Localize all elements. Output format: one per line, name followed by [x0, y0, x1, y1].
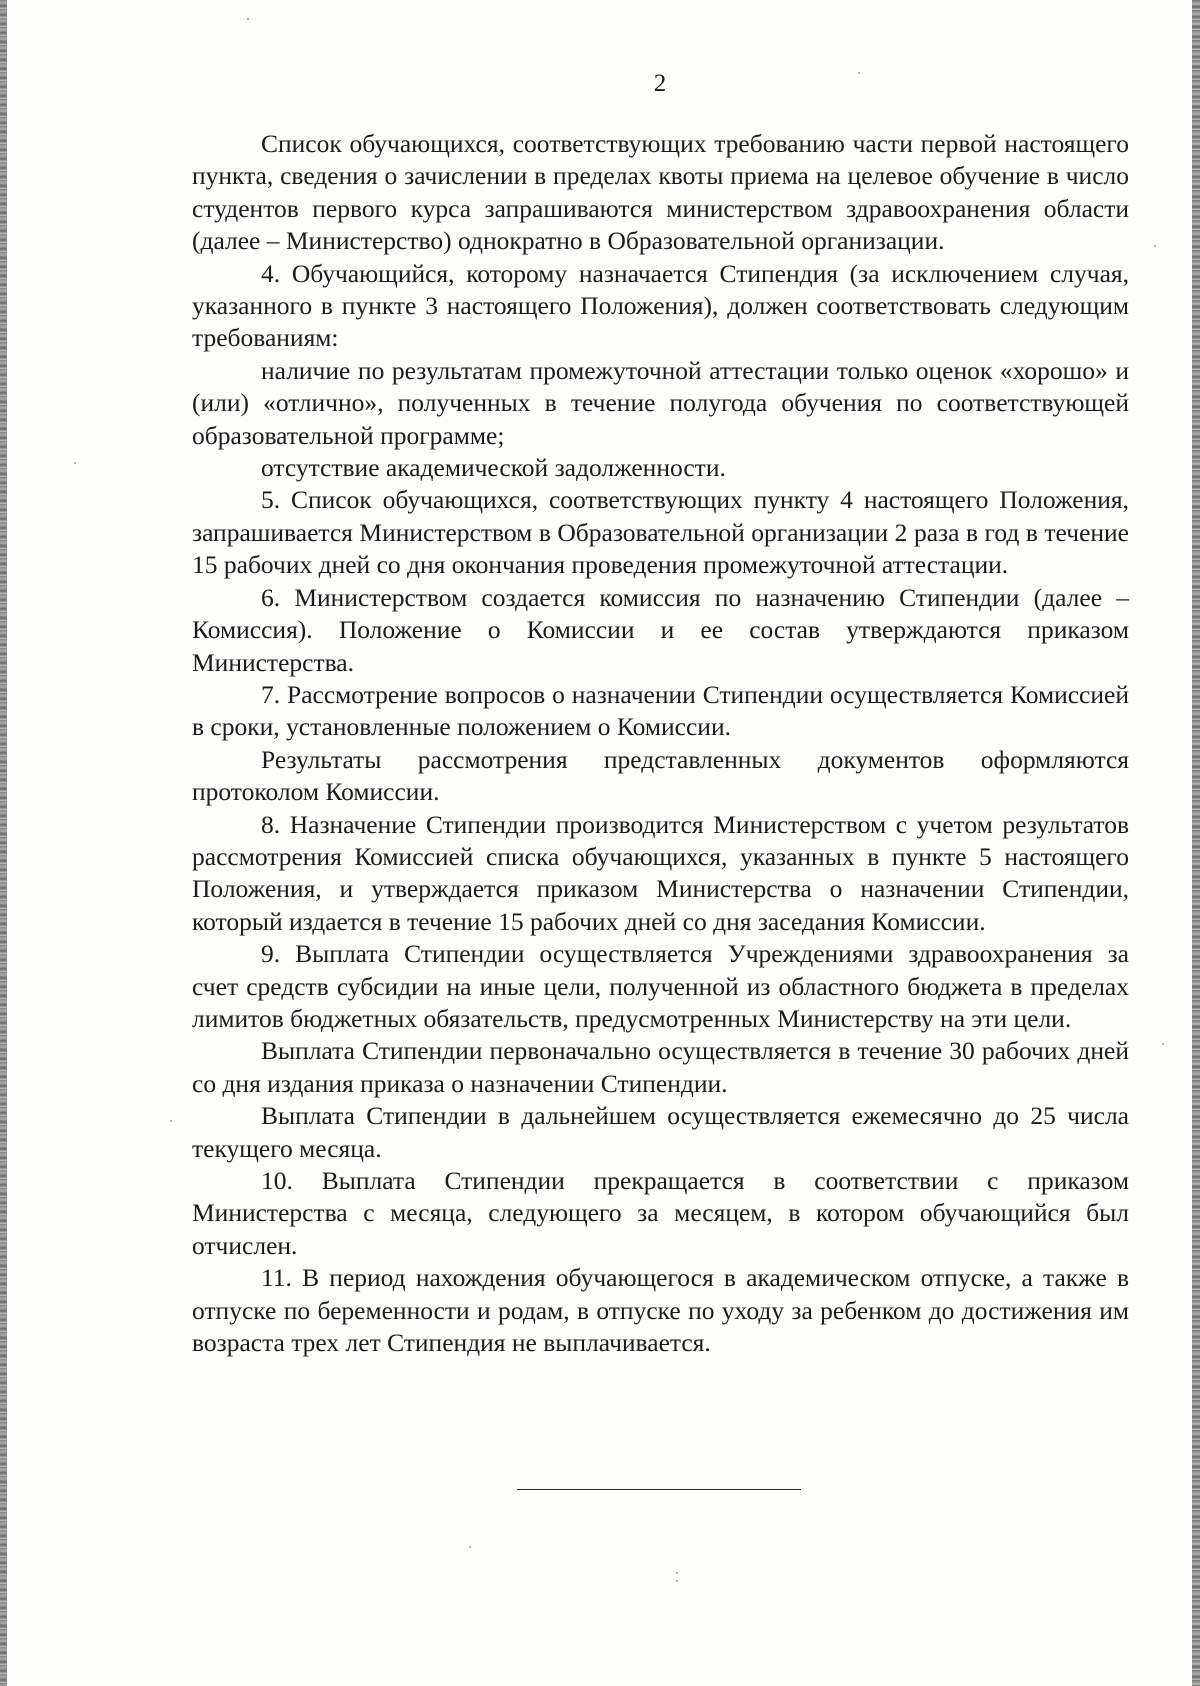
scan-speck [1162, 1043, 1164, 1045]
scan-speck [170, 1120, 172, 1122]
scan-speck [1154, 245, 1156, 247]
scan-speck [469, 1546, 471, 1548]
paragraph-item-7: 7. Рассмотрение вопросов о назначении Стипендии осуществляется Комиссией в сроки, установленные положением о Комиссии. [192, 679, 1129, 742]
paragraph-student-list: Список обучающихся, соответствующих требованию части первой настоящего пункта, сведения о зачислении в пределах квоты приема на целевое обучение в число студентов первого курса запрашиваются министерством здравоохранения области (далее – Министерство) однократно в Образовательной организации. [192, 129, 1129, 256]
scan-speck [74, 462, 76, 464]
paragraph-item-6: 6. Министерством создается комиссия по назначению Стипендии (далее – Комиссия). Положение о Комиссии и ее состав утверждаются приказом Министерства. [192, 582, 1129, 677]
scan-speck [247, 18, 249, 20]
paragraph-item-5: 5. Список обучающихся, соответствующих пункту 4 настоящего Положения, запрашивается Министерством в Образовательной организации 2 раза в год в течение 15 рабочих дней со дня окончания проведения промежуточной аттестации. [192, 485, 1129, 580]
paragraph-item-9-monthly-payment: Выплата Стипендии в дальнейшем осуществляется ежемесячно до 25 числа текущего месяца. [192, 1101, 1129, 1163]
scan-speck [676, 1572, 678, 1574]
end-of-document-rule [517, 1489, 801, 1490]
scan-speck [676, 1580, 678, 1582]
document-body [192, 128, 1129, 1359]
paragraph-requirement-grades: наличие по результатам промежуточной аттестации только оценок «хорошо» и (или) «отлично», полученных в течение полугода обучения по соответствующей образовательной программе; [192, 355, 1129, 450]
scan-edge-left [0, 0, 7, 1686]
paragraph-requirement-no-debt: отсутствие академической задолженности. [261, 453, 726, 483]
paragraph-item-9-initial-payment: Выплата Стипендии первоначально осуществляется в течение 30 рабочих дней со дня издания приказа о назначении Стипендии. [192, 1036, 1129, 1098]
paragraph-item-4: 4. Обучающийся, которому назначается Стипендия (за исключением случая, указанного в пункте 3 настоящего Положения), должен соответствовать следующим требованиям: [192, 258, 1129, 353]
paragraph-item-9: 9. Выплата Стипендии осуществляется Учреждениями здравоохранения за счет средств субсидии на иные цели, полученной из областного бюджета в пределах лимитов бюджетных обязательств, предусмотренных Министерству на эти цели. [192, 939, 1129, 1033]
paragraph-item-10: 10. Выплата Стипендии прекращается в соответствии с приказом Министерства с месяца, следующего за месяцем, в котором обучающийся был отчислен. [192, 1166, 1129, 1260]
paragraph-item-8: 8. Назначение Стипендии производится Министерством с учетом результатов рассмотрения Комиссией списка обучающихся, указанных в пункте 5 настоящего Положения, и утверждается приказом Министерства о назначении Стипендии, который издается в течение 15 рабочих дней со дня заседания Комиссии. [192, 809, 1129, 936]
paragraph-item-11: 11. В период нахождения обучающегося в академическом отпуске, а также в отпуске по беременности и родам, в отпуске по уходу за ребенком до достижения им возраста трех лет Стипендия не выплачивается. [192, 1263, 1129, 1358]
scan-edge-right [1192, 0, 1200, 1686]
page-number: 2 [653, 70, 667, 97]
paragraph-item-7-results: Результаты рассмотрения представленных документов оформляются протоколом Комиссии. [192, 744, 1129, 807]
